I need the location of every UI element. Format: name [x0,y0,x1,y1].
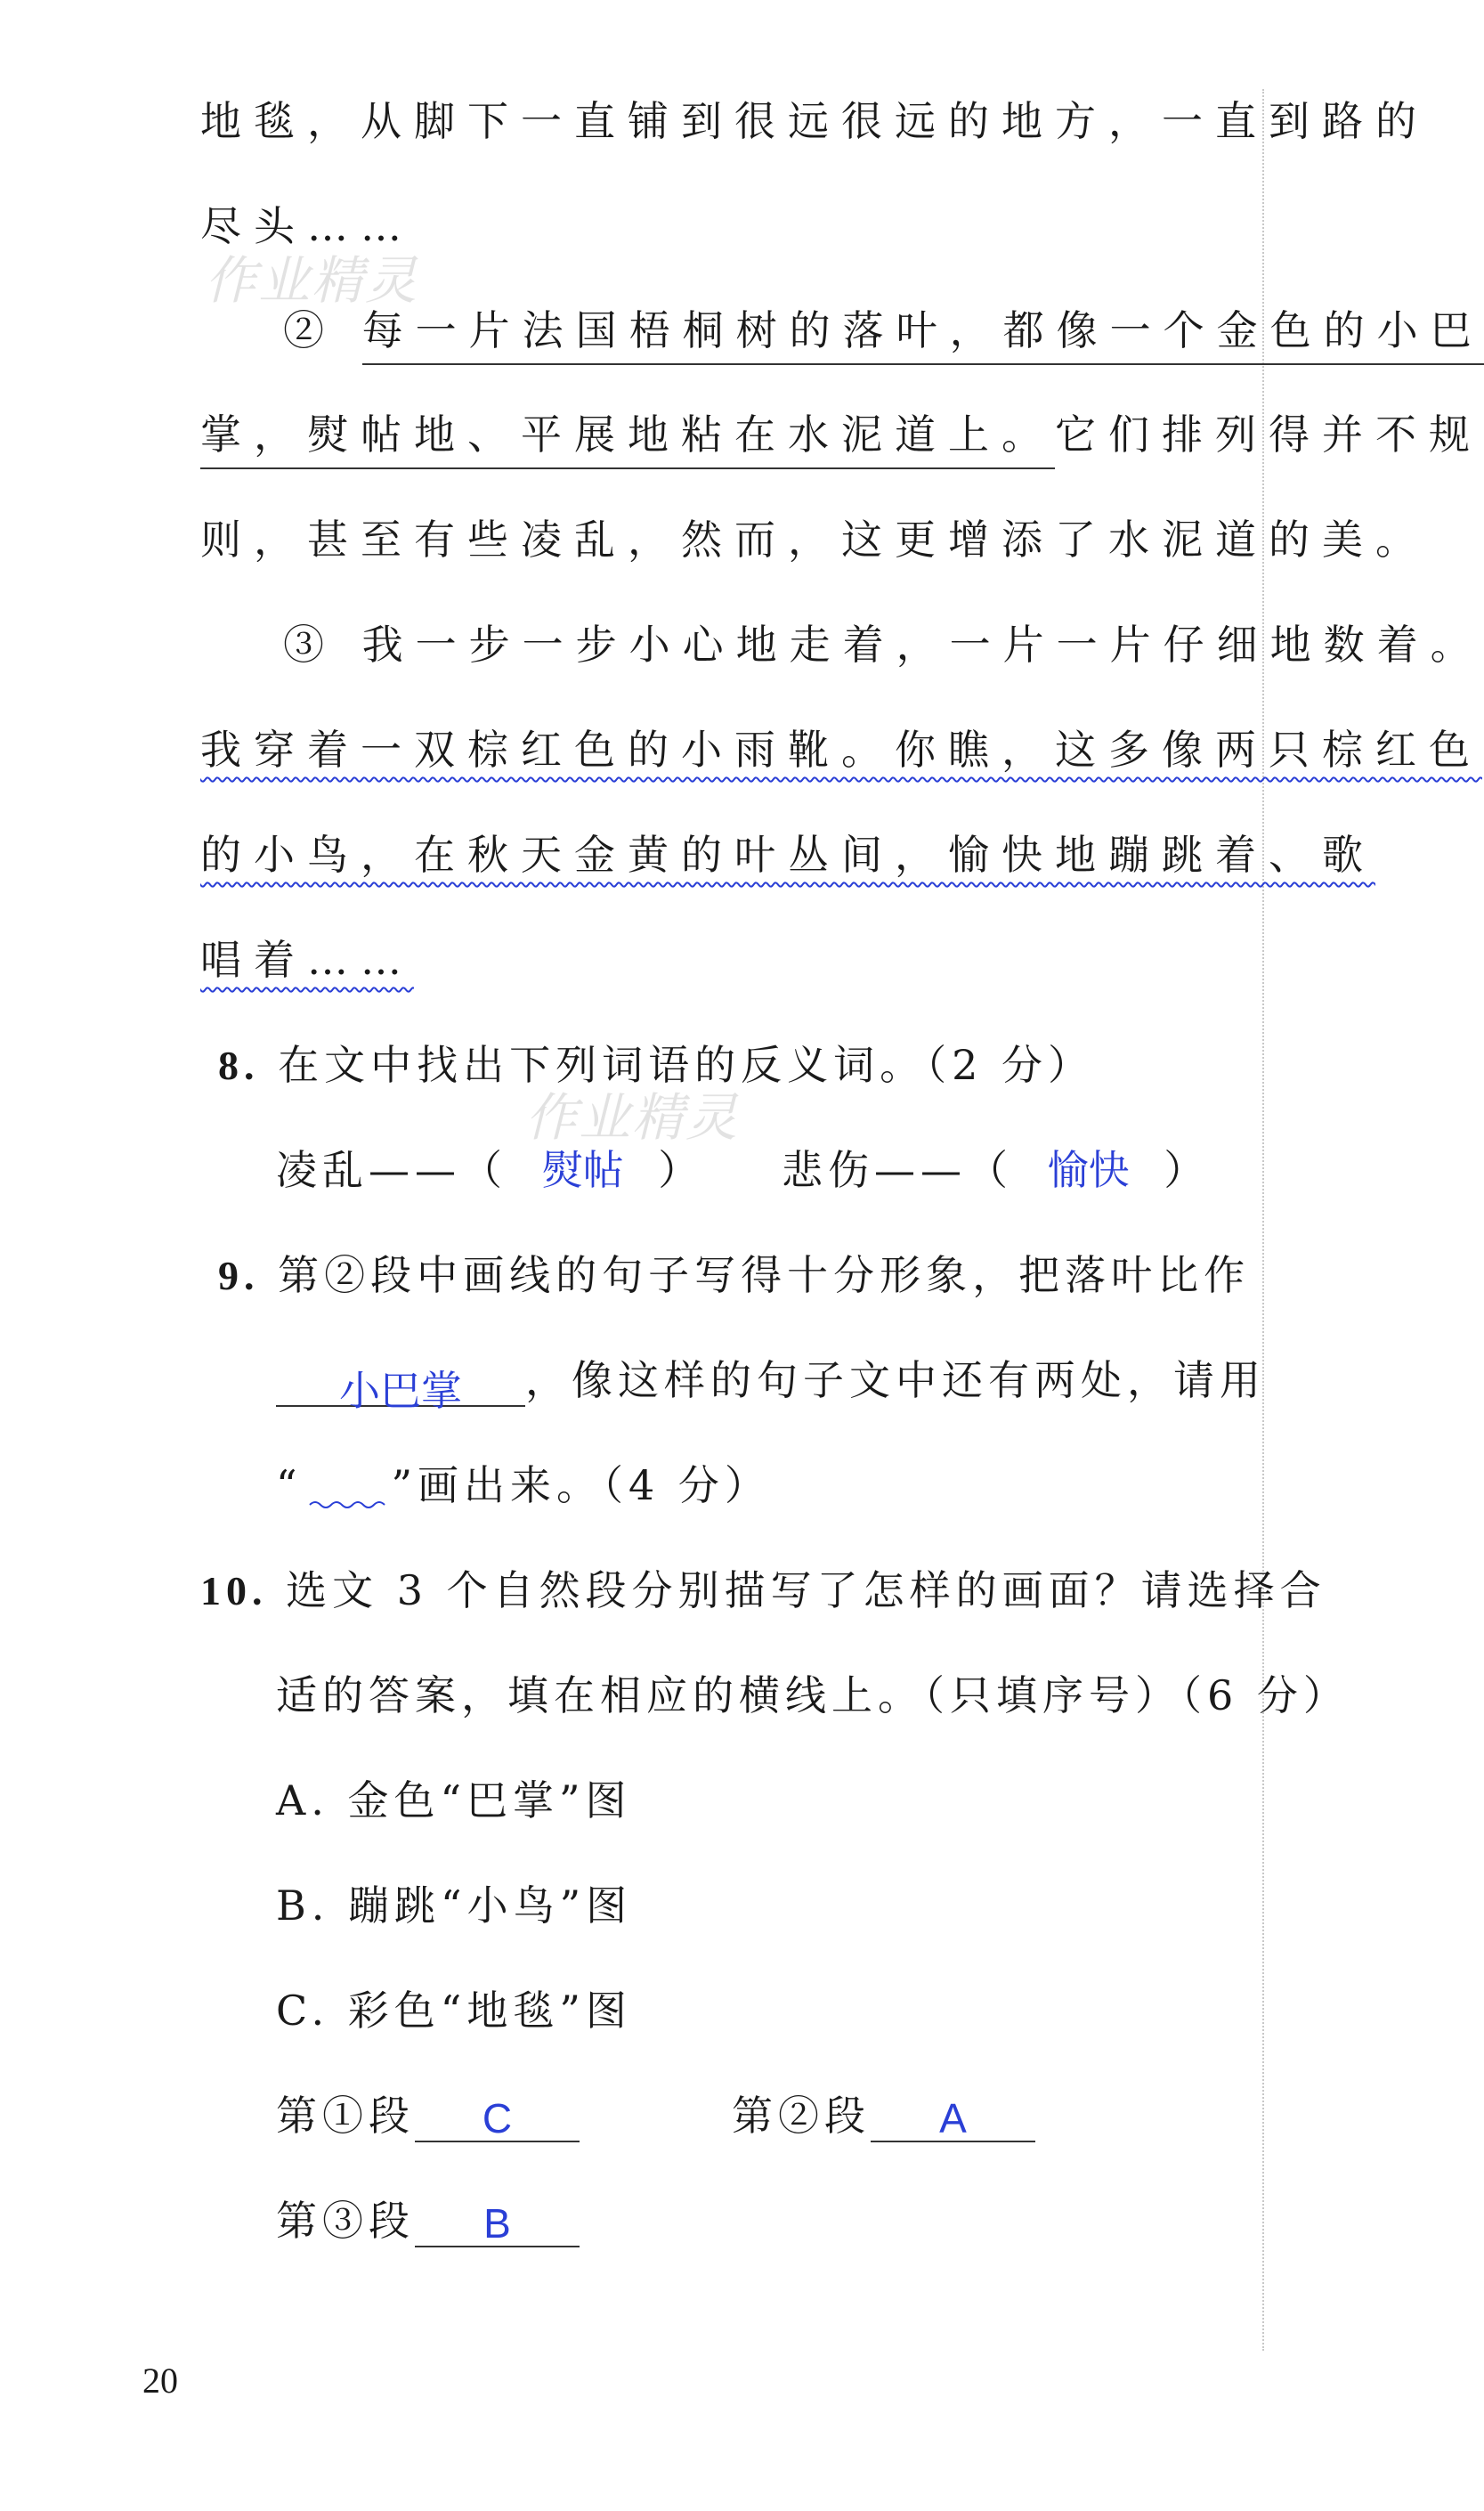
question-10 [200,1558,1326,1617]
antonym-word: 凌乱——（ [276,1146,507,1194]
passage-line: 则，甚至有些凌乱，然而，这更增添了水泥道的美。 [200,516,1429,564]
paragraph-1-answer-row [276,2084,580,2142]
question-number: 8. [218,1043,260,1088]
page-number: 20 [142,2361,178,2401]
question-8 [218,1033,1094,1092]
question-number: 10. [200,1568,268,1613]
watermark: 作业精灵 [205,250,419,311]
close-paren: ） [658,1146,705,1194]
paragraph-3-answer-row [276,2189,580,2247]
antonym-item-1 [276,1138,704,1197]
answer-blank: 小巴掌 [276,1359,525,1407]
question-text: ，像这样的句子文中还有两处，请用 [525,1356,1266,1404]
antonym-item-2 [782,1138,1210,1197]
passage-text: 我一步一步小心地走着，一片一片仔细地数着。 [361,621,1484,669]
open-quote: “ [276,1461,303,1509]
answer-text: 熨帖 [541,1147,624,1193]
underlined-sentence: 掌，熨帖地、平展地粘在水泥道上。 [200,410,1055,469]
option-a: A. 金色“巴掌”图 [276,1776,632,1824]
question-number: 9. [218,1253,260,1298]
question-text: 第②段中画线的句子写得十分形象，把落叶比作 [278,1251,1251,1299]
wavy-underlined-line [200,928,414,987]
paragraph-marker: ② [283,306,337,354]
question-text: 选文 3 个自然段分别描写了怎样的画面？请选择合 [286,1566,1326,1614]
question-9-line-3 [276,1453,771,1512]
answer-label: 第②段 [732,2092,871,2140]
paragraph-2-first-line [283,298,1484,357]
question-9 [218,1243,1250,1302]
answer-text: 愉快 [1047,1147,1130,1193]
paragraph-2-second-line [200,402,1482,461]
watermark: 作业精灵 [525,1087,740,1148]
passage-line: 地毯，从脚下一直铺到很远很远的地方，一直到路的 [200,97,1429,145]
option-c: C. 彩色“地毯”图 [276,1987,632,2035]
question-10-line-2: 适的答案，填在相应的横线上。（只填序号）（6 分） [276,1671,1350,1719]
close-paren: ） [1164,1146,1211,1194]
passage-line: 尽头…… [200,202,414,250]
wavy-sentence: 我穿着一双棕红色的小雨靴。你瞧，这多像两只棕红色 [200,726,1482,774]
paragraph-2-answer-row [732,2084,1035,2142]
question-text: 在文中找出下列词语的反义词。（2 分） [278,1041,1095,1089]
wavy-underlined-line [200,718,1482,776]
wavy-underlined-line [200,823,1375,882]
underlined-sentence: 每一片法国梧桐树的落叶，都像一个金色的小巴 [362,306,1484,365]
answer-label: 第③段 [276,2197,415,2245]
answer-blank: B [415,2199,580,2247]
paragraph-3-first-line [283,613,1484,671]
wavy-sentence: 的小鸟，在秋天金黄的叶丛间，愉快地蹦跳着、歌 [200,831,1375,879]
question-text: ”画出来。（4 分） [391,1461,771,1509]
wavy-sentence: 唱着…… [200,936,414,984]
answer-blank: C [415,2094,580,2142]
question-9-line-2 [276,1348,1266,1414]
wavy-line-symbol [303,1471,392,1512]
answer-blank: A [871,2094,1035,2142]
paragraph-marker: ③ [283,621,337,669]
answer-label: 第①段 [276,2092,415,2140]
antonym-word: 悲伤——（ [782,1146,1013,1194]
passage-text: 它们排列得并不规 [1055,410,1482,459]
option-b: B. 蹦跳“小鸟”图 [276,1881,633,1930]
